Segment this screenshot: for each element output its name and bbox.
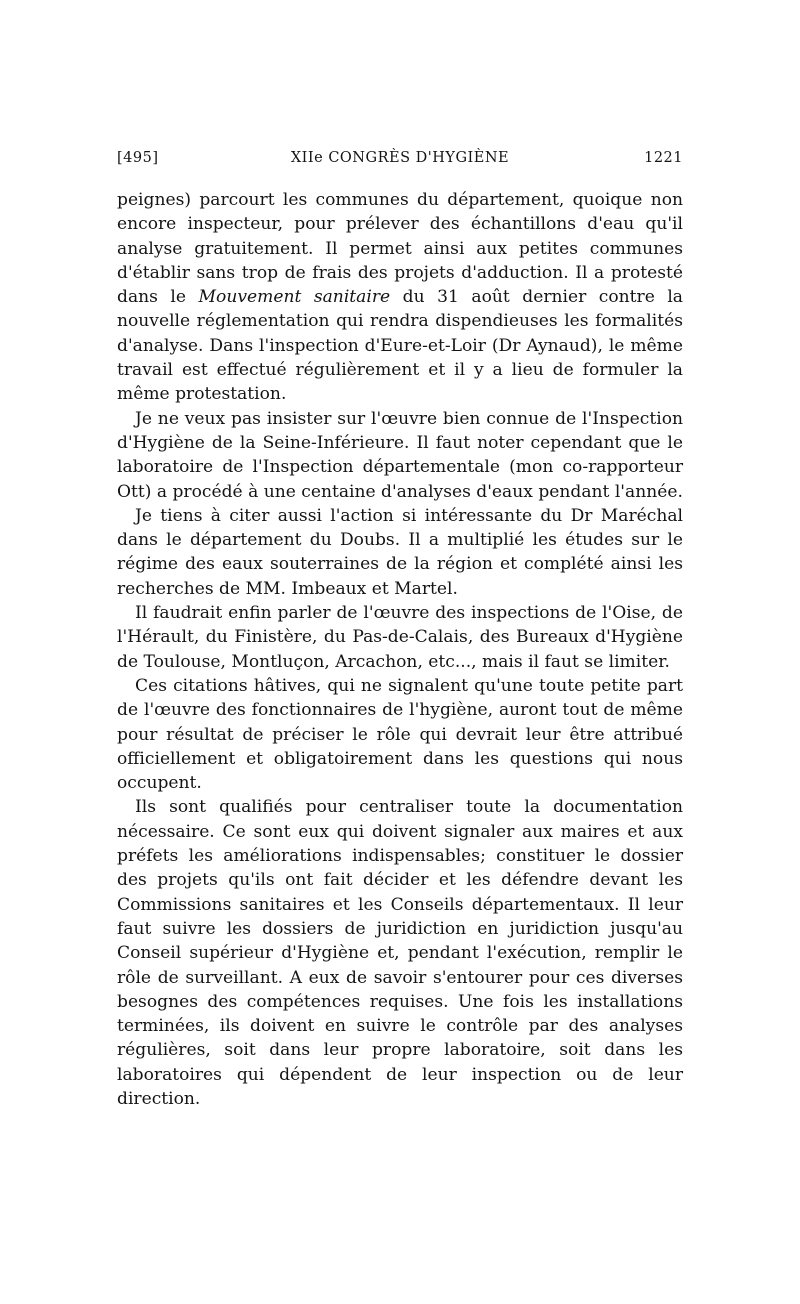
paragraph-1-end: du 31 août dernier contre la nouvelle réglementation qui rendra dispendieuses les formalités d'analyse. Dans l'inspection d'Eure-et-Loir (Dr Aynaud), le même travail est effectué régulièrement et il y a lieu de formuler la même protestation. — [117, 287, 683, 405]
running-header — [117, 150, 683, 172]
paragraph-1 — [117, 188, 683, 407]
paragraph-3: Je tiens à citer aussi l'action si intéressante du Dr Maréchal dans le département du Doubs. Il a multiplié les études sur le régime des eaux souterraines de la région et complété ainsi les recherches de MM. Imbeaux et Martel. — [117, 505, 683, 599]
page-number: 1221 — [644, 150, 683, 166]
body-text — [117, 188, 683, 1111]
paragraph-1-start: peignes) parcourt les communes du département, quoique non encore inspecteur, pour prélever des échantillons d'eau qu'il analyse gratuitement. Il permet ainsi aux petites communes d'établir sans trop de frais des projets d'adduction. Il a protesté dans le — [117, 190, 683, 308]
paragraph-6: Ils sont qualifiés pour centraliser toute la documentation nécessaire. Ce sont eux qui doivent signaler aux maires et aux préfets les améliorations indispensables; constituer le dossier des projets qu'ils ont fait décider et les défendre devant les Commissions sanitaires et les Conseils départementaux. Il leur faut suivre les dossiers de juridiction en juridiction jusqu'au Conseil supérieur d'Hygiène et, pendant l'exécution, remplir le rôle de surveillant. A eux de savoir s'entourer pour ces diverses besognes des compétences requises. Une fois les installations terminées, ils doivent en suivre le contrôle par des analyses régulières, soit dans leur propre laboratoire, soit dans les laboratoires qui dépendent de leur inspection ou de leur direction. — [117, 797, 683, 1109]
journal-title: Mouvement sanitaire — [198, 287, 391, 308]
document-page — [117, 150, 683, 1111]
paragraph-5: Ces citations hâtives, qui ne signalent qu'une toute petite part de l'œuvre des fonctionnaires de l'hygiène, auront tout de même pour résultat de préciser le rôle qui devrait leur être attribué officiellement et obligatoirement dans les questions qui nous occupent. — [117, 675, 683, 794]
running-title: XIIe CONGRÈS D'HYGIÈNE — [290, 150, 510, 166]
page-bracket-number: [495] — [117, 150, 159, 166]
paragraph-4: Il faudrait enfin parler de l'œuvre des inspections de l'Oise, de l'Hérault, du Finistère, du Pas-de-Calais, des Bureaux d'Hygiène de Toulouse, Montluçon, Arcachon, etc..., mais il faut se limiter. — [117, 603, 683, 672]
paragraph-2: Je ne veux pas insister sur l'œuvre bien connue de l'Inspection d'Hygiène de la Seine-Inférieure. Il faut noter cependant que le laboratoire de l'Inspection départementale (mon co-rapporteur Ott) a procédé à une centaine d'analyses d'eaux pendant l'année. — [117, 408, 683, 502]
